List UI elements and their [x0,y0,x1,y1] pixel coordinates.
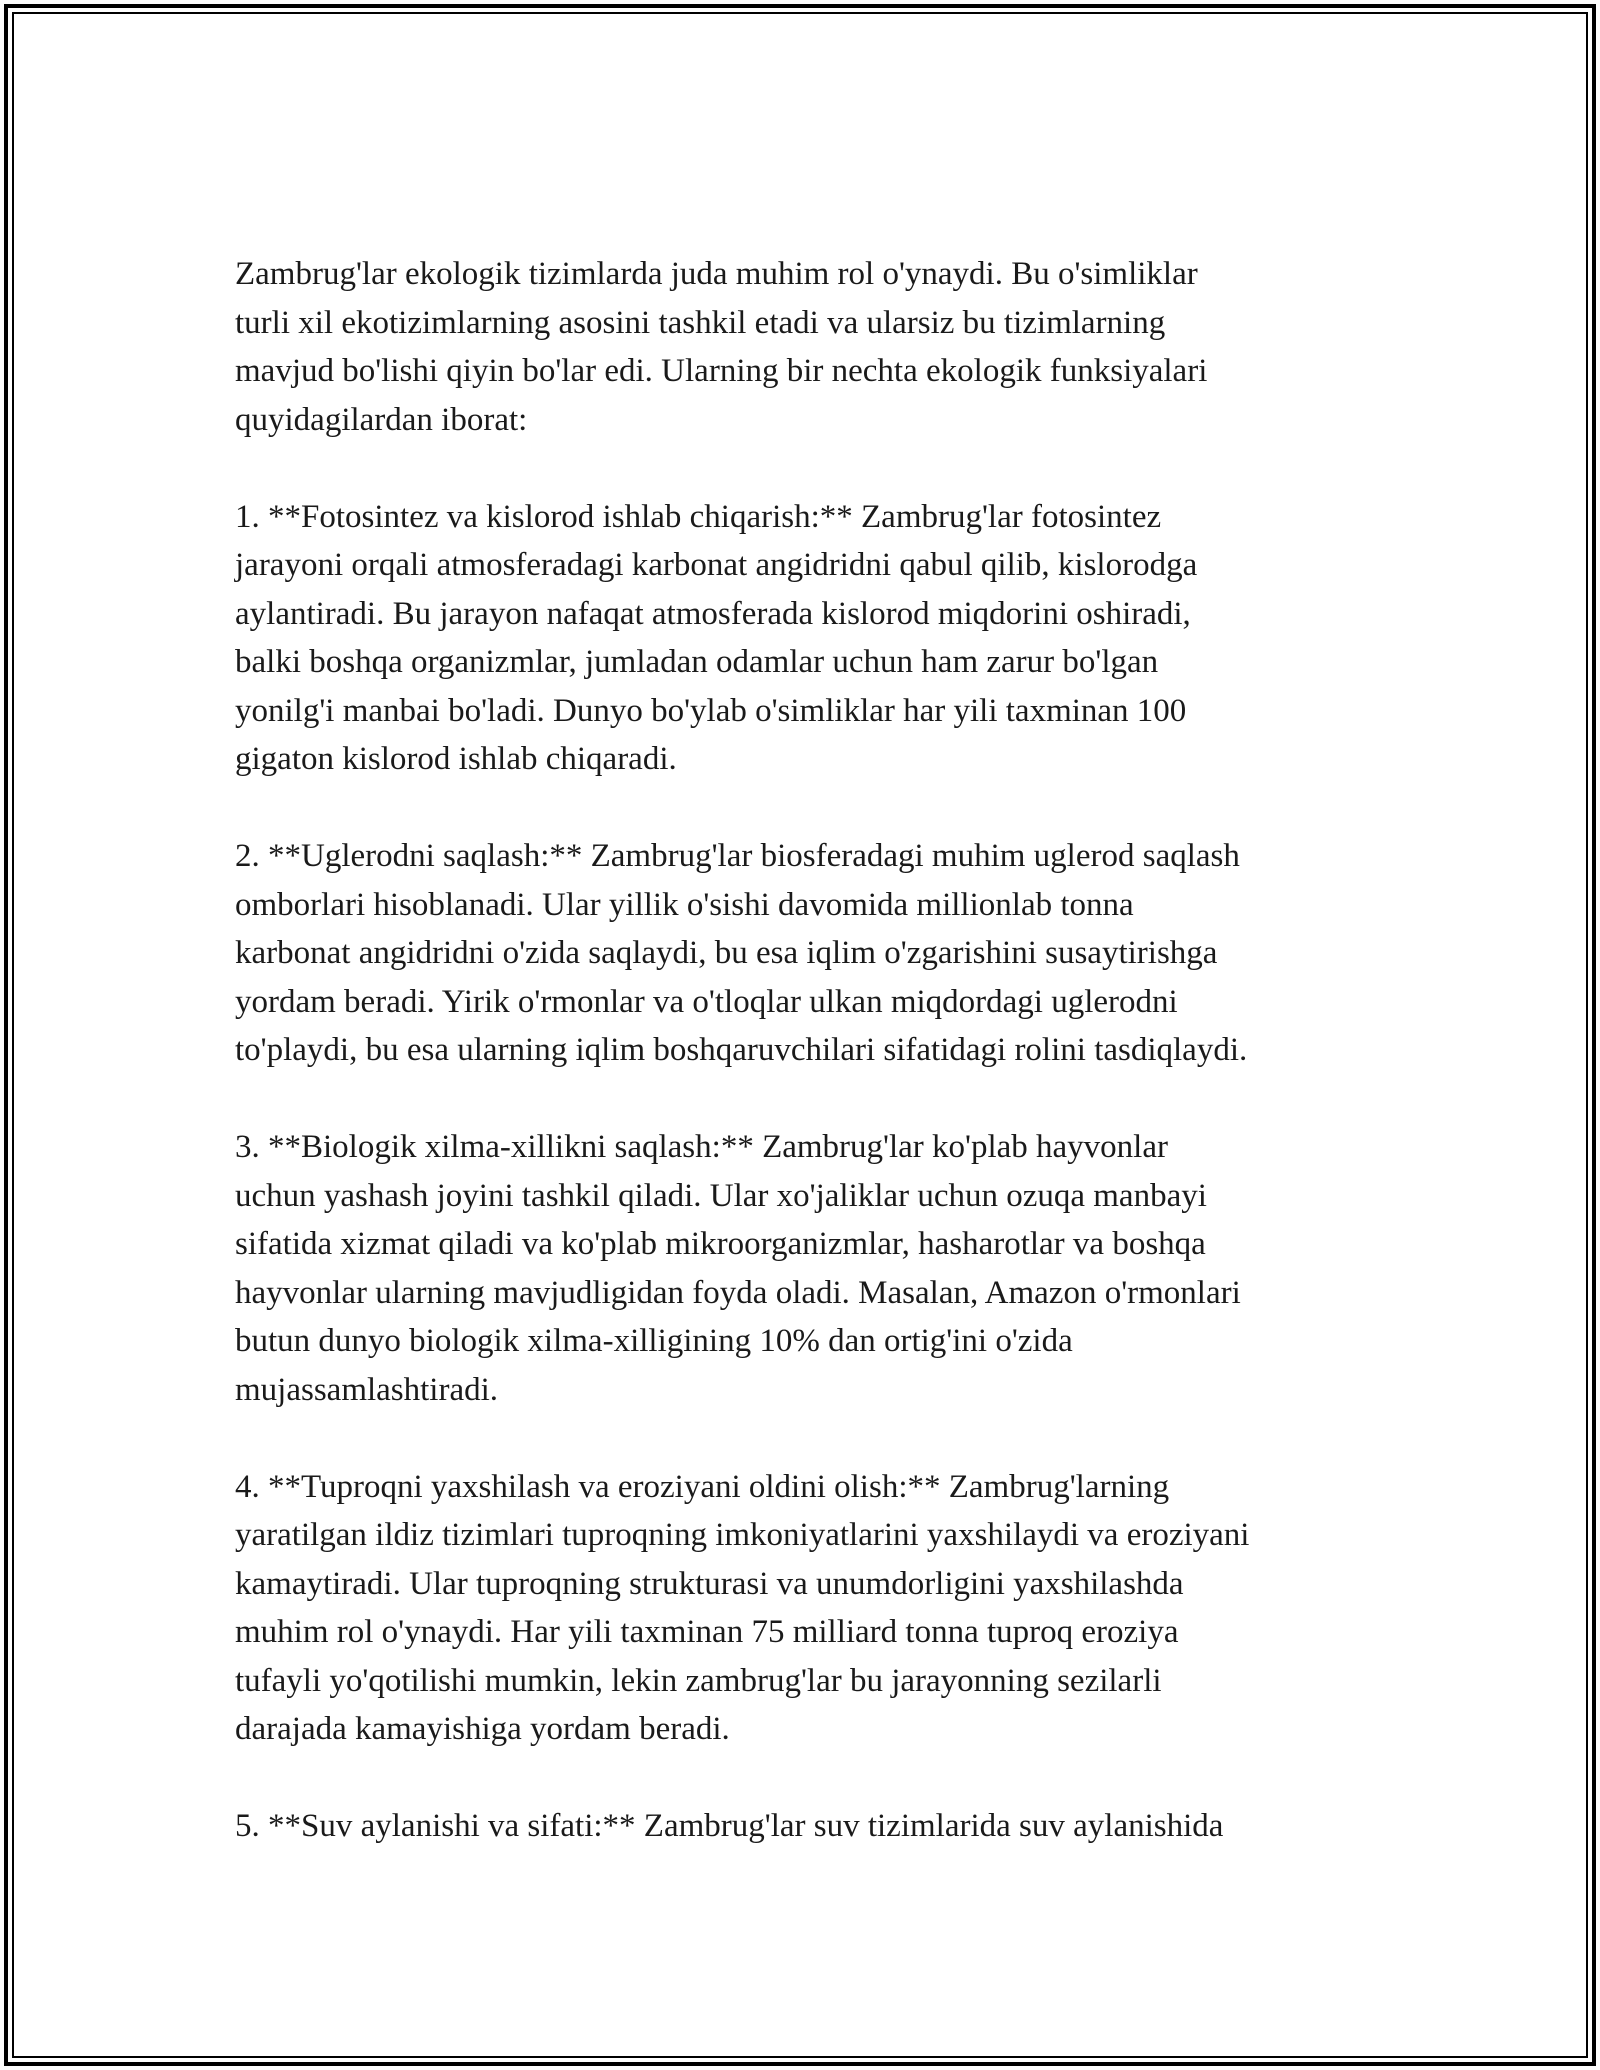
text-line: jarayoni orqali atmosferadagi karbonat angidridni qabul qilib, kislorodga [235,547,1198,583]
text-line: 4. **Tuproqni yaxshilash va eroziyani oldini olish:** Zambrug'larning [235,1468,1170,1505]
text-line: yaratilgan ildiz tizimlari tuproqning imkoniyatlarini yaxshilaydi va eroziyani [235,1517,1250,1553]
paragraph-item-3 [235,1123,1395,1414]
text-line: butun dunyo biologik xilma-xilligining 10% dan ortig'ini o'zida [235,1323,1073,1359]
text-line: uchun yashash joyini tashkil qiladi. Ular xo'jaliklar uchun ozuqa manbayi [235,1177,1207,1214]
paragraph-spacer [235,784,1395,833]
text-line: Zambrug'lar ekologik tizimlarda juda muhim rol o'ynaydi. Bu o'simliklar [235,256,1198,292]
text-line: 2. **Uglerodni saqlash:** Zambrug'lar biosferadagi muhim uglerod saqlash [235,838,1240,874]
paragraph-intro [235,250,1395,444]
text-line: tufayli yo'qotilishi mumkin, lekin zambrug'lar bu jarayonning sezilarli [235,1662,1162,1699]
text-line: quyidagilardan iborat: [235,401,528,438]
text-line: karbonat angidridni o'zida saqlaydi, bu esa iqlim o'zgarishini susaytirishga [235,935,1218,971]
paragraph-spacer [235,1414,1395,1463]
paragraph-item-5 [235,1802,1395,1851]
paragraph-item-2 [235,832,1395,1075]
text-line: gigaton kislorod ishlab chiqaradi. [235,741,677,777]
text-line: aylantiradi. Bu jarayon nafaqat atmosferada kislorod miqdorini oshiradi, [235,595,1191,632]
paragraph-item-1 [235,493,1395,784]
text-line: yordam beradi. Yirik o'rmonlar va o'tloqlar ulkan miqdordagi uglerodni [235,983,1178,1020]
paragraph-spacer [235,1075,1395,1124]
text-line: muhim rol o'ynaydi. Har yili taxminan 75 milliard tonna tuproq eroziya [235,1614,1179,1650]
text-line: balki boshqa organizmlar, jumladan odamlar uchun ham zarur bo'lgan [235,644,1159,680]
paragraph-spacer [235,1754,1395,1803]
text-line: turli xil ekotizimlarning asosini tashkil etadi va ularsiz bu tizimlarning [235,304,1166,341]
text-line: 5. **Suv aylanishi va sifati:** Zambrug'lar suv tizimlarida suv aylanishida [235,1808,1224,1844]
text-line: to'playdi, bu esa ularning iqlim boshqaruvchilari sifatidagi rolini tasdiqlaydi. [235,1032,1248,1068]
document-body [235,250,1395,1851]
text-line: 1. **Fotosintez va kislorod ishlab chiqarish:** Zambrug'lar fotosintez [235,498,1162,535]
text-line: yonilg'i manbai bo'ladi. Dunyo bo'ylab o'simliklar har yili taxminan 100 [235,692,1187,729]
text-line: mujassamlashtiradi. [235,1371,499,1408]
paragraph-item-4 [235,1463,1395,1754]
text-line: omborlari hisoblanadi. Ular yillik o'sishi davomida millionlab tonna [235,886,1134,923]
text-line: sifatida xizmat qiladi va ko'plab mikroorganizmlar, hasharotlar va boshqa [235,1226,1206,1262]
text-line: kamaytiradi. Ular tuproqning strukturasi va unumdorligini yaxshilashda [235,1565,1184,1602]
text-line: 3. **Biologik xilma-xillikni saqlash:** Zambrug'lar ko'plab hayvonlar [235,1129,1168,1165]
text-line: hayvonlar ularning mavjudligidan foyda oladi. Masalan, Amazon o'rmonlari [235,1274,1241,1311]
text-line: mavjud bo'lishi qiyin bo'lar edi. Ularning bir nechta ekologik funksiyalari [235,353,1208,389]
text-line: darajada kamayishiga yordam beradi. [235,1711,730,1747]
paragraph-spacer [235,444,1395,493]
